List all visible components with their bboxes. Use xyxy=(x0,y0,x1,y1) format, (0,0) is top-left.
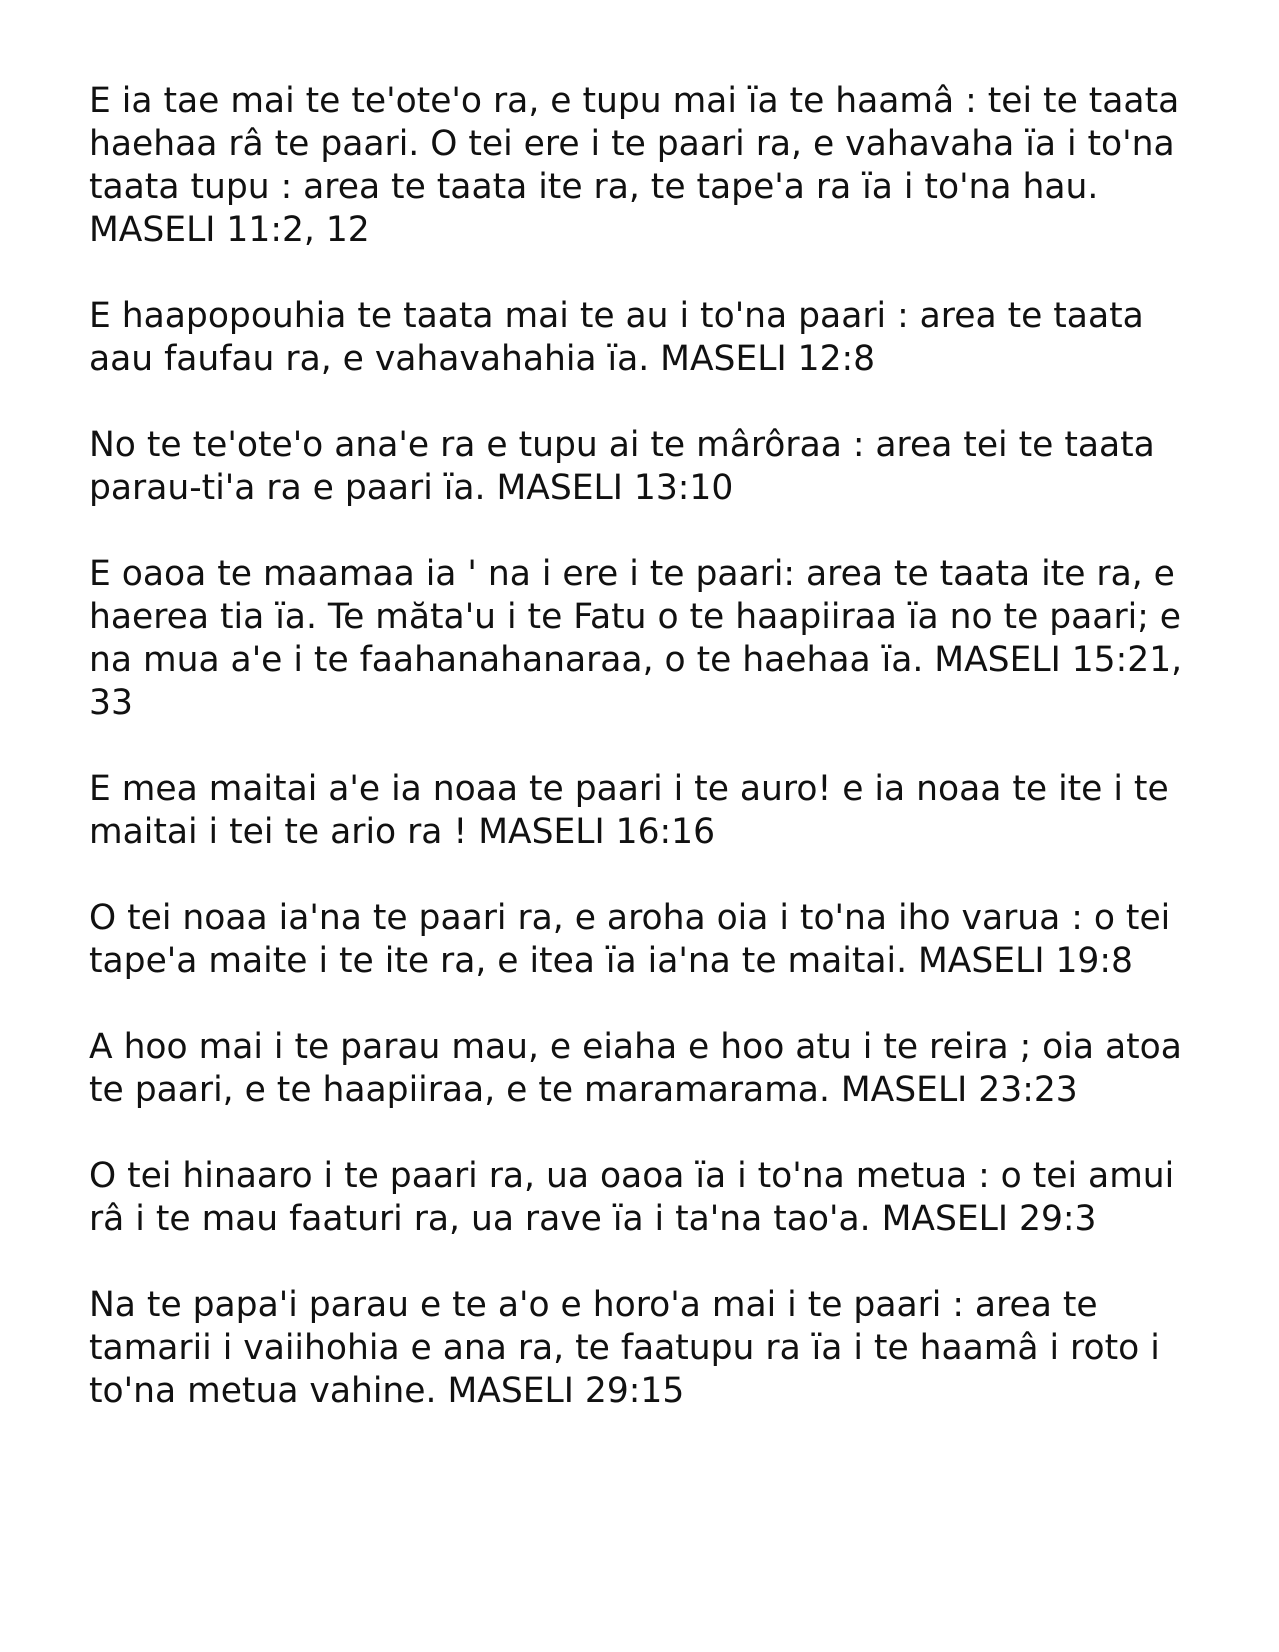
verse-paragraph: O tei hinaaro i te paari ra, ua oaoa ïa i to'na metua : o tei amui râ i te mau faaturi ra, ua rave ïa i ta'na tao'a. MASELI 29:3 xyxy=(89,1156,1175,1239)
verse-paragraph: Na te papa'i parau e te a'o e horo'a mai i te paari : area te tamarii i vaiihohia e ana ra, te faatupu ra ïa i te haamâ i roto i to'na metua vahine. MASELI 29:15 xyxy=(89,1285,1160,1411)
verse-paragraph: A hoo mai i te parau mau, e eiaha e hoo atu i te reira ; oia atoa te paari, e te haapiiraa, e te maramarama. MASELI 23:23 xyxy=(89,1027,1182,1110)
verse-paragraph: E haapopouhia te taata mai te au i to'na paari : area te taata aau faufau ra, e vahavahahia ïa. MASELI 12:8 xyxy=(89,296,1144,379)
verse-paragraph: O tei noaa ia'na te paari ra, e aroha oia i to'na iho varua : o tei tape'a maite i te ite ra, e itea ïa ia'na te maitai. MASELI 19:8 xyxy=(89,898,1171,981)
verse-paragraph: E ia tae mai te te'ote'o ra, e tupu mai ïa te haamâ : tei te taata haehaa râ te paari. O tei ere i te paari ra, e vahavaha ïa i to'na taata tupu : area te taata ite ra, te tape'a ra ïa i to'na hau. MASELI 11:2, 12 xyxy=(89,81,1180,250)
document-body xyxy=(89,80,1199,1413)
verse-paragraph: No te te'ote'o ana'e ra e tupu ai te mârôraa : area tei te taata parau-ti'a ra e paari ïa. MASELI 13:10 xyxy=(89,425,1155,508)
verse-paragraph: E mea maitai a'e ia noaa te paari i te auro! e ia noaa te ite i te maitai i tei te ario ra ! MASELI 16:16 xyxy=(89,769,1169,852)
verse-paragraph: E oaoa te maamaa ia ' na i ere i te paari: area te taata ite ra, e haerea tia ïa. Te măta'u i te Fatu o te haapiiraa ïa no te paari; e na mua a'e i te faahanahanaraa, o te haehaa ïa. MASELI 15:21, 33 xyxy=(89,554,1183,723)
